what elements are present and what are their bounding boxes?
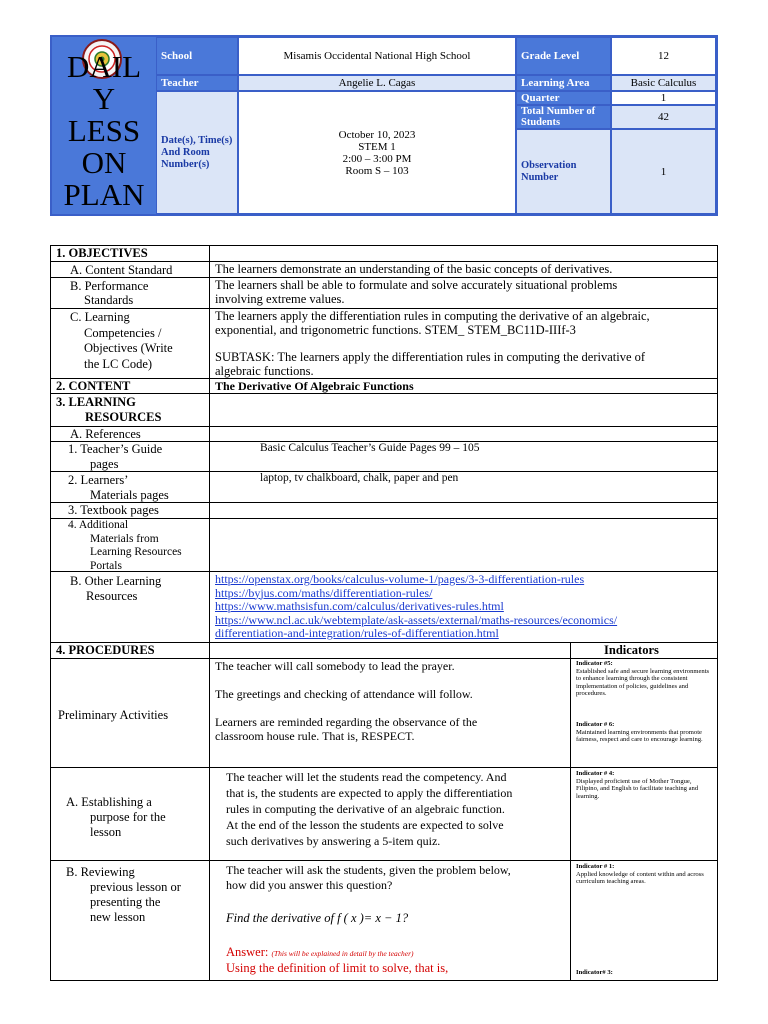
teacher-label: Teacher [156, 75, 238, 91]
quarter-value: 1 [611, 91, 716, 105]
resource-links [215, 573, 617, 641]
procedures-heading: 4. PROCEDURES [56, 643, 155, 657]
resources-heading: 3. LEARNING RESOURCES [56, 395, 162, 424]
objectives-heading: 1. OBJECTIVES [56, 246, 148, 260]
learners-materials-label: 2. Learners’ Materials pages [68, 473, 169, 502]
teacher-value: Angelie L. Cagas [238, 75, 516, 91]
indicator-6: Indicator # 6: Maintained learning environments that promote fairness, respect and care to encourage learning. [576, 721, 703, 743]
preliminary-label: Preliminary Activities [58, 708, 169, 722]
references-label: A. References [70, 427, 141, 441]
answer-line: Answer: (This will be explained in detail by the teacher) [226, 945, 414, 959]
textbook-pages-label: 3. Textbook pages [68, 503, 159, 517]
content-standard-label: A. Content Standard [70, 263, 173, 277]
other-resources-label: B. Other Learning Resources [70, 574, 162, 603]
link-ncl[interactable]: https://www.ncl.ac.uk/webtemplate/ask-assets/external/maths-resources/economics/ [215, 612, 618, 627]
quarter-label: Quarter [516, 91, 611, 105]
teachers-guide-label: 1. Teacher’s Guide pages [68, 442, 163, 471]
date-value: October 10, 2023 STEM 1 2:00 – 3:00 PM Room S – 103 [238, 91, 516, 214]
content-heading: 2. CONTENT [56, 379, 131, 393]
indicator-1: Indicator # 1: Applied knowledge of content within and across curriculum teaching areas. [576, 863, 704, 885]
learners-materials-value: laptop, tv chalkboard, chalk, paper and pen [260, 472, 459, 484]
school-value: Misamis Occidental National High School [238, 37, 516, 75]
establishing-purpose-label: A. Establishing a purpose for the lesson [66, 795, 166, 839]
lesson-plan-table [50, 245, 718, 981]
content-value: The Derivative Of Algebraic Functions [215, 379, 414, 393]
performance-label: B. Performance Standards [70, 279, 149, 307]
teachers-guide-value: Basic Calculus Teacher’s Guide Pages 99 – 105 [260, 442, 480, 454]
learning-area-label: Learning Area [516, 75, 611, 91]
reviewing-lesson-label: B. Reviewing previous lesson or presenting the new lesson [66, 865, 181, 924]
link-ncl-continued[interactable]: differentiation-and-integration/rules-of-differentiation.html [215, 626, 499, 640]
content-standard-text: The learners demonstrate an understanding of the basic concepts of derivatives. [215, 262, 613, 276]
page-title: DAIL Y LESS ON PLAN [63, 49, 145, 212]
date-label: Date(s), Time(s) And Room Number(s) [156, 91, 238, 214]
link-openstax[interactable]: https://openstax.org/books/calculus-volume-1/pages/3-3-differentiation-rules [215, 572, 585, 586]
grade-level-label: Grade Level [516, 37, 611, 75]
answer-method: Using the definition of limit to solve, that is, [226, 961, 449, 975]
title-box [52, 37, 158, 214]
observation-label: Observation Number [516, 129, 611, 214]
indicator-3: Indicator# 3: [576, 969, 613, 976]
derivative-problem: Find the derivative of f ( x )= x − 1? [226, 911, 409, 925]
lesson-plan-header [50, 35, 718, 216]
indicators-heading: Indicators [604, 643, 659, 657]
performance-text: The learners shall be able to formulate and solve accurately situational problems involving extreme values. [215, 278, 618, 306]
total-students-label: Total Number of Students [516, 105, 611, 129]
indicator-5: Indicator #5: Established safe and secure learning environments to enhance learning through the consistent implementation of policies, guidelines and procedures. [576, 660, 710, 697]
competencies-label: C. Learning Competencies / Objectives (Write the LC Code) [70, 310, 173, 371]
indicator-4: Indicator # 4: Displayed proficient use of Mother Tongue, Filipino, and English to facilitate teaching and learning. [576, 770, 699, 800]
school-label: School [156, 37, 238, 75]
additional-materials-label: 4. Additional Materials from Learning Resources Portals [68, 519, 182, 572]
total-students-value: 42 [611, 105, 716, 129]
link-mathsisfun[interactable]: https://www.mathsisfun.com/calculus/derivatives-rules.html [215, 599, 504, 613]
reviewing-lesson-text: The teacher will ask the students, given the problem below, how did you answer this question? [226, 863, 511, 892]
link-byjus[interactable]: https://byjus.com/maths/differentiation-rules/ [215, 585, 433, 600]
preliminary-text: The teacher will call somebody to lead the prayer. The greetings and checking of attendance will follow. Learners are reminded regarding the observance of the classroom house rule. That is, RESPECT. [215, 659, 478, 743]
learning-area-value: Basic Calculus [611, 75, 716, 91]
establishing-purpose-text: The teacher will let the students read the competency. And that is, the students are expected to apply the differentiation rules in computing the derivative of an algebraic function. At the end of the lesson the students are expected to solve such derivatives by answering a 5-item quiz. [226, 770, 513, 848]
competencies-text: The learners apply the differentiation rules in computing the derivative of an algebraic, exponential, and trigonometric functions. STEM_ STEM_BC11D-IIIf-3 SUBTASK: The learners apply the differentiation rules in computing the derivative of algebraic functions. [215, 309, 650, 378]
observation-value: 1 [611, 129, 716, 214]
grade-level-value: 12 [611, 37, 716, 75]
